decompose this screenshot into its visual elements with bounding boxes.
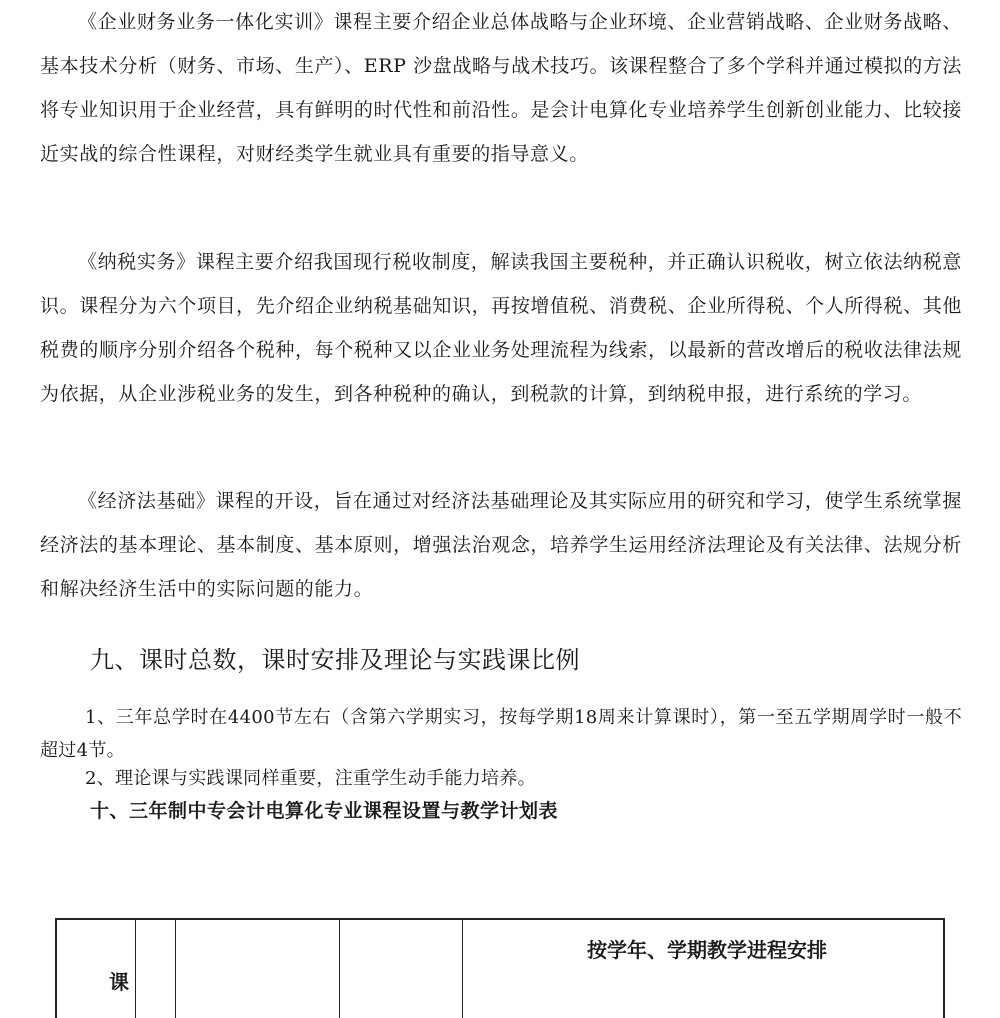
- table-column-divider: [462, 920, 463, 1018]
- paragraph-economic-law-course: 《经济法基础》课程的开设，旨在通过对经济法基础理论及其实际应用的研究和学习，使学生系统掌握经济法的基本理论、基本制度、基本原则，增强法治观念，培养学生运用经济法理论及有关法律、法规分析和解决经济生活中的实际问题的能力。: [40, 490, 962, 600]
- section-9-item-2: 2、理论课与实践课同样重要，注重学生动手能力培养。: [85, 768, 536, 789]
- table-column-divider: [339, 920, 340, 1018]
- table-header-schedule: 按学年、学期教学进程安排: [587, 938, 827, 962]
- paragraph-enterprise-finance-course: 《企业财务业务一体化实训》课程主要介绍企业总体战略与企业环境、企业营销战略、企业财务战略、基本技术分析（财务、市场、生产）、ERP 沙盘战略与战术技巧。该课程整合了多个学科并通过模拟的方法将专业知识用于企业经营，具有鲜明的时代性和前沿性。是会计电算化专业培养学生创新创业能力、比较接近实战的综合性课程，对财经类学生就业具有重要的指导意义。: [40, 11, 962, 165]
- section-10-heading: 十、三年制中专会计电算化专业课程设置与教学计划表: [90, 800, 559, 822]
- section-9-item-1: 1、三年总学时在4400节左右（含第六学期实习，按每学期18周来计算课时），第一至五学期周学时一般不超过4节。: [40, 707, 962, 761]
- table-column-divider: [175, 920, 176, 1018]
- teaching-plan-table: [55, 918, 945, 1018]
- paragraph-tax-practice-course: 《纳税实务》课程主要介绍我国现行税收制度，解读我国主要税种，并正确认识税收，树立依法纳税意识。课程分为六个项目，先介绍企业纳税基础知识，再按增值税、消费税、企业所得税、个人所得税、其他税费的顺序分别介绍各个税种，每个税种又以企业业务处理流程为线索，以最新的营改增后的税收法律法规为依据，从企业涉税业务的发生，到各种税种的确认，到税款的计算，到纳税申报，进行系统的学习。: [40, 251, 962, 405]
- table-column-divider: [135, 920, 136, 1018]
- table-header-course: 课: [109, 970, 129, 994]
- section-9-heading: 九、课时总数，课时安排及理论与实践课比例: [90, 646, 580, 674]
